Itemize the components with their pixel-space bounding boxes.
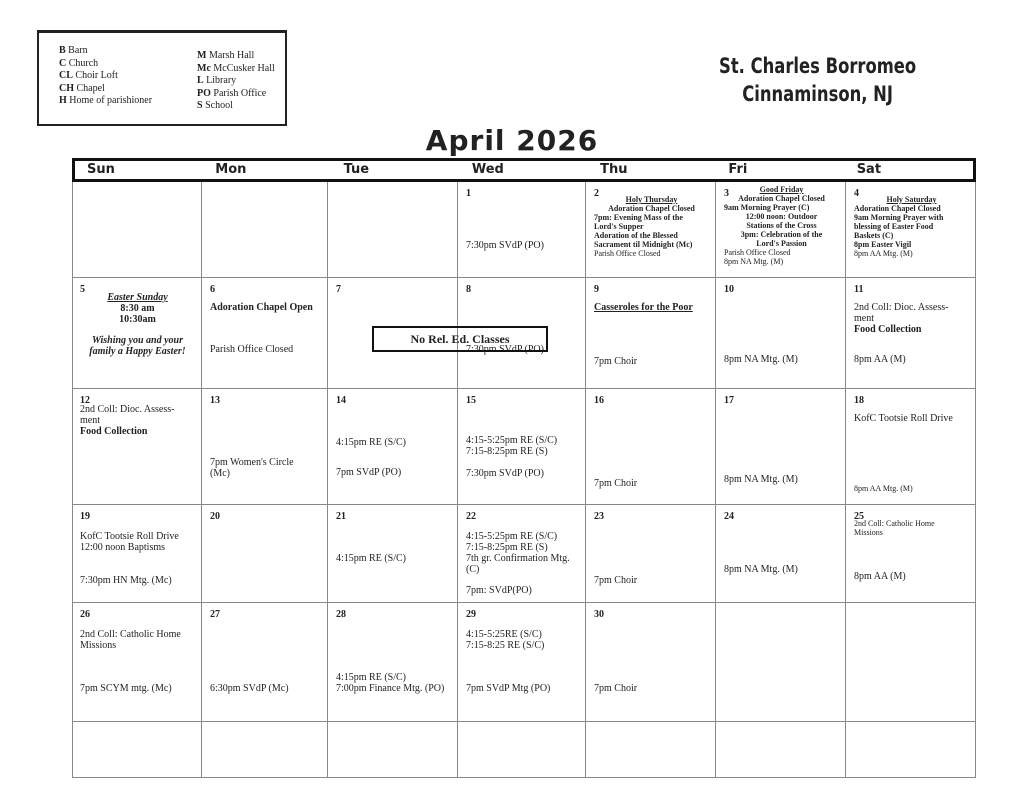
legend-code: CH bbox=[59, 82, 74, 94]
empty-day-cell bbox=[716, 722, 846, 778]
location-legend bbox=[37, 30, 287, 126]
calendar-event: Holy Thursday bbox=[625, 195, 678, 204]
calendar-event: ment bbox=[854, 313, 874, 324]
day-number: 1 bbox=[466, 188, 471, 199]
calendar-event: 7:30pm SVdP (PO) bbox=[466, 468, 544, 479]
legend-entry bbox=[59, 83, 152, 96]
legend-code: B bbox=[59, 45, 66, 56]
calendar-event: (C) bbox=[466, 564, 480, 575]
weekday-sat: Sat bbox=[856, 162, 882, 177]
legend-entry bbox=[197, 75, 275, 88]
calendar-event: 8pm NA Mtg. (M) bbox=[724, 474, 798, 485]
legend-code: L bbox=[197, 75, 204, 87]
legend-code: H bbox=[59, 95, 67, 107]
calendar-event: 12:00 noon: Outdoor bbox=[745, 212, 818, 221]
empty-day-cell bbox=[328, 182, 458, 278]
calendar-event: 7pm SVdP Mtg (PO) bbox=[466, 683, 551, 694]
calendar-event: Wishing you and your bbox=[91, 335, 184, 346]
day-cell-10 bbox=[716, 278, 846, 389]
calendar-event: 7pm: Evening Mass of the bbox=[594, 213, 683, 222]
legend-label: Chapel bbox=[74, 82, 105, 94]
calendar-event: 7pm Choir bbox=[594, 356, 638, 367]
day-cell-16 bbox=[586, 389, 716, 505]
calendar-event: 8pm NA Mtg. (M) bbox=[724, 354, 798, 365]
no-religious-ed-banner: No Rel. Ed. Classes bbox=[372, 326, 548, 352]
calendar-grid bbox=[72, 182, 976, 778]
day-cell-30 bbox=[586, 603, 716, 722]
legend-column-left bbox=[59, 45, 152, 108]
empty-day-cell bbox=[202, 722, 328, 778]
day-cell-4 bbox=[846, 182, 976, 278]
calendar-event: 7pm: SVdP(PO) bbox=[466, 585, 532, 596]
weekday-thu: Thu bbox=[600, 162, 628, 177]
day-cell-1 bbox=[458, 182, 586, 278]
day-number: 26 bbox=[80, 609, 90, 620]
day-number: 20 bbox=[210, 511, 220, 522]
day-cell-6 bbox=[202, 278, 328, 389]
day-number: 9 bbox=[594, 284, 599, 295]
legend-code: CL bbox=[59, 70, 73, 82]
calendar-event: 4:15-5:25pm RE (S/C) bbox=[466, 435, 558, 446]
calendar-event: Adoration of the Blessed bbox=[594, 231, 678, 240]
day-cell-23 bbox=[586, 505, 716, 603]
day-cell-5 bbox=[72, 278, 202, 389]
calendar-event: Holy Saturday bbox=[886, 195, 937, 204]
calendar-event: 9am Morning Prayer with bbox=[854, 213, 944, 222]
day-number: 7 bbox=[336, 284, 341, 295]
calendar-event: 2nd Coll: Catholic Home bbox=[854, 519, 935, 528]
calendar-event: 8pm AA (M) bbox=[854, 571, 906, 582]
empty-day-cell bbox=[72, 722, 202, 778]
legend-label: McCusker Hall bbox=[210, 62, 275, 74]
calendar-event: 6:30pm SVdP (Mc) bbox=[210, 683, 289, 694]
legend-label: Barn bbox=[65, 45, 88, 56]
calendar-event: 7:00pm Finance Mtg. (PO) bbox=[336, 683, 445, 694]
empty-day-cell bbox=[458, 722, 586, 778]
day-cell-2 bbox=[586, 182, 716, 278]
empty-day-cell bbox=[586, 722, 716, 778]
calendar-event: Adoration Chapel Closed bbox=[608, 204, 695, 213]
day-number: 27 bbox=[210, 609, 220, 620]
day-number: 21 bbox=[336, 511, 346, 522]
day-number: 14 bbox=[336, 395, 346, 406]
calendar-event: Adoration Chapel Closed bbox=[854, 204, 941, 213]
legend-entry bbox=[59, 58, 152, 71]
day-number: 30 bbox=[594, 609, 604, 620]
day-number: 2 bbox=[594, 188, 599, 199]
calendar-event: 4:15pm RE (S/C) bbox=[336, 553, 407, 564]
day-number: 22 bbox=[466, 511, 476, 522]
calendar-event: 2nd Coll: Dioc. Assess- bbox=[80, 404, 175, 415]
legend-entry bbox=[59, 45, 152, 58]
calendar-event: 7:15-8:25 RE (S/C) bbox=[466, 640, 545, 651]
day-number: 23 bbox=[594, 511, 604, 522]
day-number: 12 bbox=[80, 395, 90, 406]
day-number: 24 bbox=[724, 511, 734, 522]
calendar-event: 4:15-5:25RE (S/C) bbox=[466, 629, 542, 640]
day-number: 3 bbox=[724, 188, 729, 199]
legend-code: PO bbox=[197, 87, 211, 99]
day-number: 28 bbox=[336, 609, 346, 620]
weekday-header bbox=[72, 158, 976, 182]
day-number: 25 bbox=[854, 511, 864, 522]
calendar-event: Stations of the Cross bbox=[746, 221, 817, 230]
calendar-event: 7pm Women's Circle bbox=[210, 457, 294, 468]
legend-column-right bbox=[197, 50, 275, 113]
day-cell-11 bbox=[846, 278, 976, 389]
legend-entry bbox=[197, 50, 275, 63]
day-cell-28 bbox=[328, 603, 458, 722]
day-number: 16 bbox=[594, 395, 604, 406]
calendar-event: 7:15-8:25pm RE (S) bbox=[466, 542, 548, 553]
month-title: April 2026 bbox=[425, 124, 599, 157]
empty-day-cell bbox=[328, 722, 458, 778]
day-cell-14 bbox=[328, 389, 458, 505]
calendar-event: 8pm AA Mtg. (M) bbox=[854, 249, 913, 258]
weekday-tue: Tue bbox=[343, 162, 370, 177]
legend-label: Library bbox=[203, 75, 237, 87]
day-number: 5 bbox=[80, 284, 85, 295]
legend-entry bbox=[197, 63, 275, 76]
weekday-fri: Fri bbox=[728, 162, 748, 177]
day-number: 15 bbox=[466, 395, 476, 406]
calendar-event: Parish Office Closed bbox=[594, 249, 661, 258]
day-cell-21 bbox=[328, 505, 458, 603]
day-cell-27 bbox=[202, 603, 328, 722]
calendar-event: Lord's Supper bbox=[594, 222, 644, 231]
legend-label: Church bbox=[66, 57, 99, 69]
legend-entry bbox=[59, 70, 152, 83]
calendar-event: 4:15pm RE (S/C) bbox=[336, 672, 407, 683]
legend-label: Home of parishioner bbox=[66, 95, 153, 107]
calendar-event: Missions bbox=[854, 528, 883, 537]
calendar-event: 2nd Coll: Dioc. Assess- bbox=[854, 302, 949, 313]
legend-code: S bbox=[197, 100, 203, 112]
calendar-event: Sacrament til Midnight (Mc) bbox=[594, 240, 693, 249]
weekday-sun: Sun bbox=[87, 162, 115, 177]
empty-day-cell bbox=[716, 603, 846, 722]
calendar-event: 7pm SCYM mtg. (Mc) bbox=[80, 683, 172, 694]
calendar-event: (Mc) bbox=[210, 468, 230, 479]
calendar-event: 7:30pm SVdP (PO) bbox=[466, 344, 544, 355]
legend-entry bbox=[59, 95, 152, 108]
calendar-event: 12:00 noon Baptisms bbox=[80, 542, 166, 553]
empty-day-cell bbox=[846, 722, 976, 778]
calendar-event: 8pm Easter Vigil bbox=[854, 240, 912, 249]
calendar-event: Casseroles for the Poor bbox=[594, 302, 693, 313]
day-cell-17 bbox=[716, 389, 846, 505]
day-number: 17 bbox=[724, 395, 734, 406]
legend-label: Parish Office bbox=[210, 87, 267, 99]
calendar-event: KofC Tootsie Roll Drive bbox=[854, 413, 953, 424]
calendar bbox=[72, 158, 976, 778]
empty-day-cell bbox=[846, 603, 976, 722]
day-cell-25 bbox=[846, 505, 976, 603]
calendar-event: 8pm AA (M) bbox=[854, 354, 906, 365]
calendar-event: 8pm NA Mtg. (M) bbox=[724, 257, 784, 266]
weekday-mon: Mon bbox=[215, 162, 247, 177]
legend-label: Choir Loft bbox=[72, 70, 118, 82]
day-cell-29 bbox=[458, 603, 586, 722]
day-cell-18 bbox=[846, 389, 976, 505]
calendar-event: 7:15-8:25pm RE (S) bbox=[466, 446, 548, 457]
calendar-event: family a Happy Easter! bbox=[89, 346, 186, 357]
parish-heading bbox=[677, 52, 958, 108]
calendar-event: 9am Morning Prayer (C) bbox=[724, 203, 810, 212]
day-number: 10 bbox=[724, 284, 734, 295]
calendar-event: ment bbox=[80, 415, 100, 426]
calendar-event: Parish Office Closed bbox=[210, 344, 294, 355]
day-number: 29 bbox=[466, 609, 476, 620]
legend-code: M bbox=[197, 50, 207, 61]
calendar-event: 8:30 am bbox=[120, 303, 155, 314]
calendar-event: Easter Sunday bbox=[107, 292, 168, 303]
calendar-event: 7:30pm HN Mtg. (Mc) bbox=[80, 575, 172, 586]
calendar-event: 2nd Coll: Catholic Home bbox=[80, 629, 181, 640]
day-cell-13 bbox=[202, 389, 328, 505]
legend-label: School bbox=[202, 100, 233, 112]
calendar-event: Adoration Chapel Closed bbox=[738, 194, 825, 203]
calendar-event: Lord's Passion bbox=[756, 239, 807, 248]
calendar-event: blessing of Easter Food bbox=[854, 222, 934, 231]
day-cell-15 bbox=[458, 389, 586, 505]
calendar-event: 7pm Choir bbox=[594, 683, 638, 694]
legend-code: Mc bbox=[197, 62, 211, 74]
calendar-event: 7th gr. Confirmation Mtg. bbox=[466, 553, 570, 564]
day-cell-3 bbox=[716, 182, 846, 278]
day-cell-22 bbox=[458, 505, 586, 603]
calendar-event: 4:15pm RE (S/C) bbox=[336, 437, 407, 448]
day-number: 13 bbox=[210, 395, 220, 406]
calendar-event: 7pm Choir bbox=[594, 478, 638, 489]
day-number: 18 bbox=[854, 395, 864, 406]
calendar-event: Parish Office Closed bbox=[724, 248, 791, 257]
day-number: 11 bbox=[854, 284, 864, 295]
calendar-event: Baskets (C) bbox=[854, 231, 894, 240]
calendar-event: Adoration Chapel Open bbox=[210, 302, 313, 313]
weekday-wed: Wed bbox=[471, 162, 504, 177]
day-number: 8 bbox=[466, 284, 471, 295]
calendar-event: 7:30pm SVdP (PO) bbox=[466, 240, 544, 251]
calendar-event: 10:30am bbox=[119, 314, 156, 325]
calendar-event: Food Collection bbox=[854, 324, 922, 335]
day-cell-24 bbox=[716, 505, 846, 603]
legend-code: C bbox=[59, 57, 67, 69]
calendar-event: Food Collection bbox=[80, 426, 148, 437]
parish-name: St. Charles Borromeo bbox=[719, 54, 917, 78]
day-number: 19 bbox=[80, 511, 90, 522]
day-cell-12 bbox=[72, 389, 202, 505]
legend-label: Marsh Hall bbox=[206, 50, 255, 61]
calendar-event: 7pm Choir bbox=[594, 575, 638, 586]
empty-day-cell bbox=[72, 182, 202, 278]
day-number: 6 bbox=[210, 284, 215, 295]
day-cell-19 bbox=[72, 505, 202, 603]
calendar-event: Missions bbox=[80, 640, 117, 651]
day-cell-9 bbox=[586, 278, 716, 389]
day-cell-26 bbox=[72, 603, 202, 722]
calendar-event: 8pm AA Mtg. (M) bbox=[854, 484, 913, 493]
day-number: 4 bbox=[854, 188, 859, 199]
calendar-event: 7pm SVdP (PO) bbox=[336, 467, 402, 478]
empty-day-cell bbox=[202, 182, 328, 278]
day-cell-20 bbox=[202, 505, 328, 603]
legend-entry bbox=[197, 88, 275, 101]
calendar-event: KofC Tootsie Roll Drive bbox=[80, 531, 179, 542]
calendar-event: Good Friday bbox=[759, 185, 804, 194]
calendar-event: 4:15-5:25pm RE (S/C) bbox=[466, 531, 558, 542]
parish-town: Cinnaminson, NJ bbox=[742, 82, 893, 106]
legend-entry bbox=[197, 100, 275, 113]
calendar-event: 8pm NA Mtg. (M) bbox=[724, 564, 798, 575]
calendar-event: 3pm: Celebration of the bbox=[740, 230, 823, 239]
